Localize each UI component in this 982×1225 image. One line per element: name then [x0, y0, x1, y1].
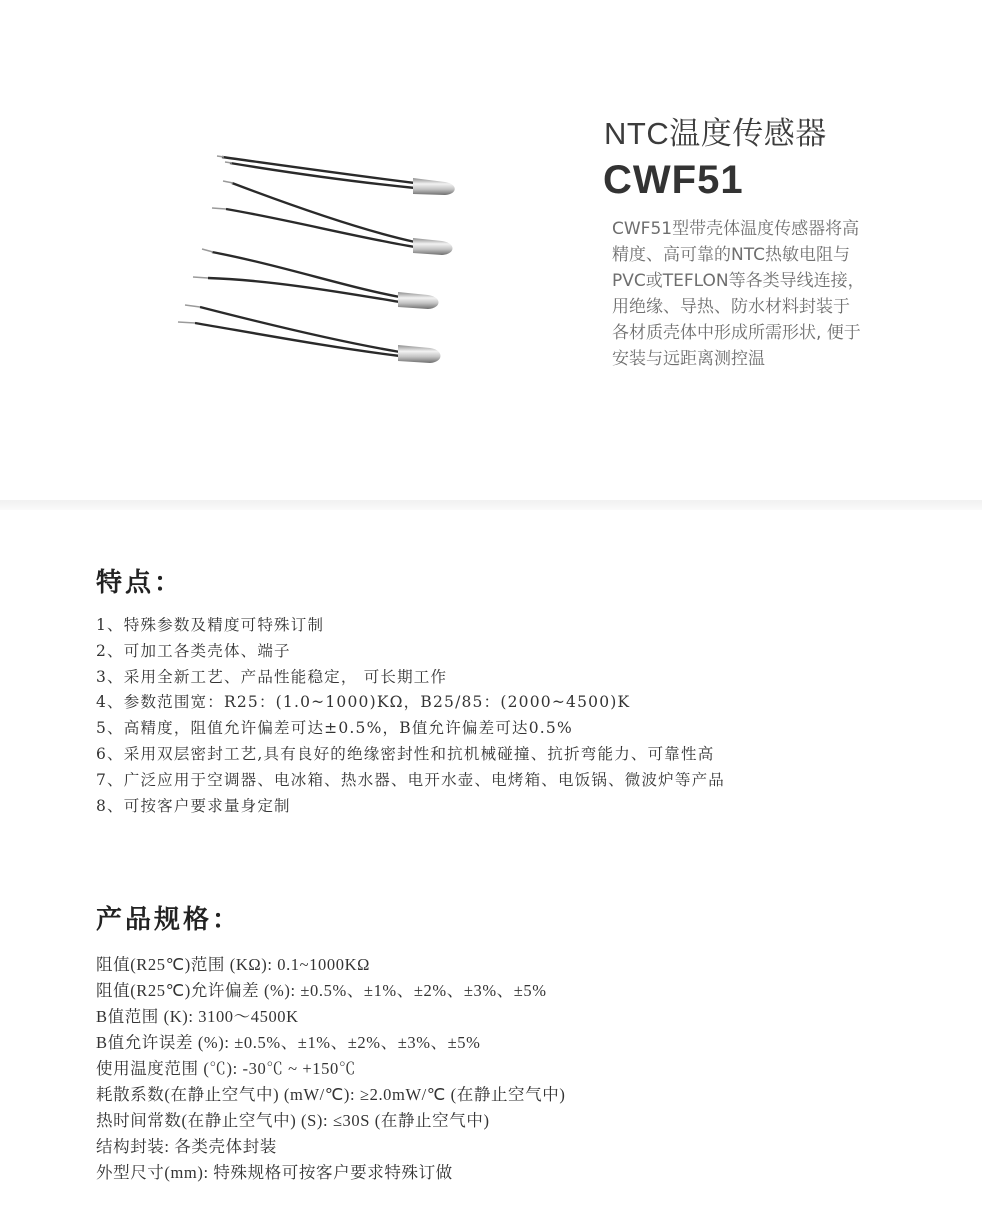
product-title: NTC温度传感器 [604, 116, 827, 151]
spec-item: B值允许误差 (%): ±0.5%、±1%、±2%、±3%、±5% [96, 1033, 481, 1052]
spec-item: 结构封装: 各类壳体封装 [96, 1137, 277, 1156]
description-line: 各材质壳体中形成所需形状, 便于 [612, 323, 861, 343]
description-line: 精度、高可靠的NTC热敏电阻与 [612, 245, 850, 265]
spec-item: 阻值(R25℃)允许偏差 (%): ±0.5%、±1%、±2%、±3%、±5% [96, 981, 547, 1000]
feature-item: 6、采用双层密封工艺,具有良好的绝缘密封性和抗机械碰撞、抗折弯能力、可靠性高 [96, 744, 715, 763]
section-divider [0, 500, 982, 510]
product-description [612, 216, 882, 372]
feature-item: 5、高精度，阻值允许偏差可达±0.5%，B值允许偏差可达0.5% [96, 719, 573, 738]
feature-item: 3、采用全新工艺、产品性能稳定， 可长期工作 [96, 667, 448, 686]
product-hero [0, 0, 982, 500]
product-model: CWF51 [603, 158, 744, 202]
features-list [96, 613, 725, 819]
description-line: PVC或TEFLON等各类导线连接， [612, 271, 865, 291]
feature-item: 2、可加工各类壳体、端子 [96, 641, 291, 660]
sensor-probe-3 [193, 249, 439, 309]
specs-heading: 产品规格： [96, 905, 242, 935]
spec-item: 耗散系数(在静止空气中) (mW/℃): ≥2.0mW/℃ (在静止空气中) [96, 1085, 566, 1104]
feature-item: 1、特殊参数及精度可特殊订制 [96, 616, 325, 634]
spec-item: B值范围 (K): 3100～4500K [96, 1007, 299, 1026]
description-line: CWF51型带壳体温度传感器将高 [612, 219, 860, 239]
description-line: 用绝缘、导热、防水材料封装于 [612, 297, 850, 317]
description-line: 安装与远距离测控温 [612, 349, 765, 369]
product-photo-sensors [160, 130, 480, 380]
feature-item: 4、参数范围宽：R25：(1.0~1000)KΩ，B25/85：(2000~4500)K [96, 693, 631, 712]
specs-list [96, 952, 565, 1186]
sensor-probe-1 [217, 156, 455, 195]
spec-item: 使用温度范围 (℃): -30℃ ~ +150℃ [96, 1059, 356, 1078]
features-heading: 特点： [96, 568, 184, 598]
spec-item: 热时间常数(在静止空气中) (S): ≤30S (在静止空气中) [96, 1111, 490, 1130]
spec-item: 外型尺寸(mm): 特殊规格可按客户要求特殊订做 [96, 1163, 453, 1182]
spec-item: 阻值(R25℃)范围 (KΩ): 0.1~1000KΩ [96, 955, 370, 974]
feature-item: 8、可按客户要求量身定制 [96, 796, 291, 815]
feature-item: 7、广泛应用于空调器、电冰箱、热水器、电开水壶、电烤箱、电饭锅、微波炉等产品 [96, 770, 725, 789]
sensor-probe-4 [178, 305, 441, 363]
